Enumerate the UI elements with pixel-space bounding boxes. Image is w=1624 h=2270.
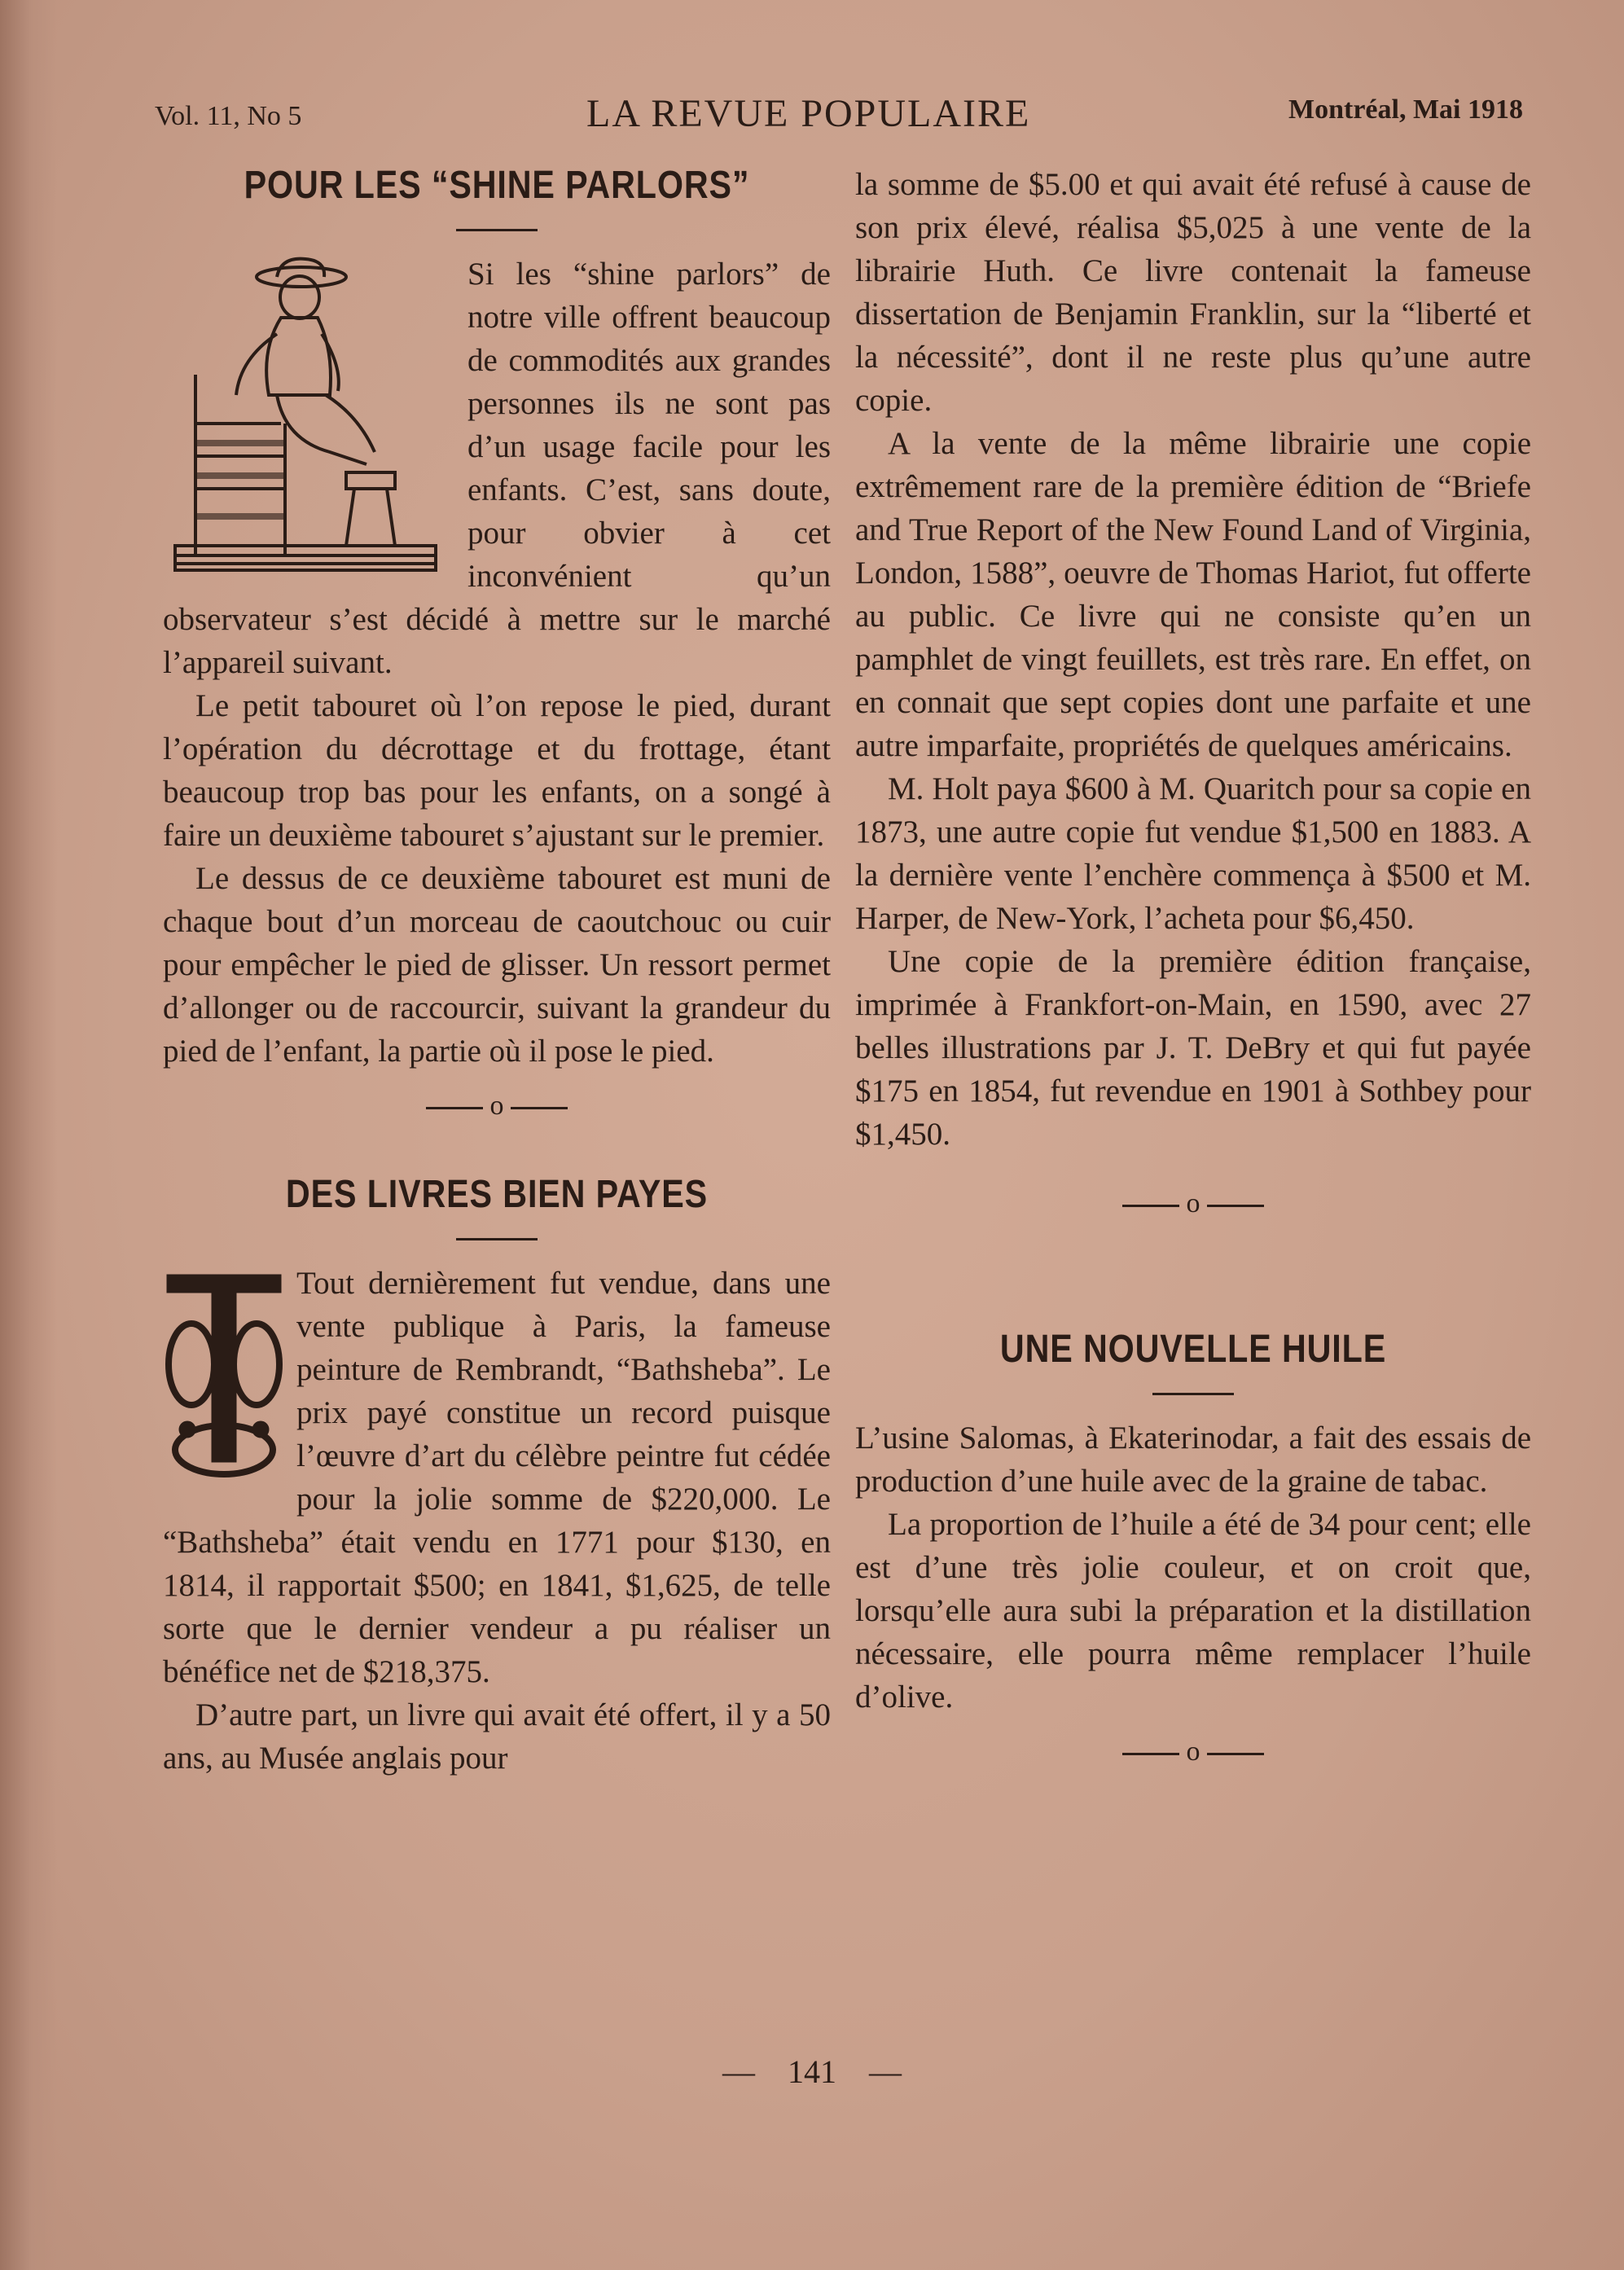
ornate-initial-t <box>163 1267 285 1486</box>
page-number: — 141 — <box>722 2053 902 2090</box>
livres-paragraph-2-start: D’autre part, un livre qui avait été offert, il y a 50 ans, au Musée anglais pour <box>163 1697 831 1776</box>
livres-paragraph-3: A la vente de la même librairie une copie extrêmement rare de la première édition de “Briefe and True Report of the New Found Land of Virginia, London, 1588”, oeuvre de Thomas Hariot, fut offerte au public. Ce livre qui ne consiste qu’en un pamphlet de vingt feuillets, est très rare. En effet, on en connait que sept copies dont une parfaite et une autre imparfaite, propriétés de quelques américains. <box>855 426 1531 763</box>
headline-rule <box>456 1238 538 1240</box>
shine-paragraph-2: Le petit tabouret où l’on repose le pied, durant l’opération du décrottage et du frottage, étant beaucoup trop bas pour les enfants, on a songé à faire un deuxième tabouret s’ajustant sur le premier. <box>163 688 831 853</box>
page-edge-shadow <box>0 0 57 2270</box>
right-column <box>855 163 1531 1785</box>
left-column <box>163 163 831 1780</box>
issue-date: Montréal, Mai 1918 <box>1288 94 1523 125</box>
livres-paragraph-1: Tout dernièrement fut vendue, dans une vente publique à Paris, la fameuse peinture de Rembrandt, “Bathsheba”. Le prix payé constitue un record puisque l’œuvre d’art du célèbre peintre fut cédée pour la jolie somme de $220,000. Le “Bathsheba” était vendu en 1771 pour $130, en 1814, il rapportait $500; en 1841, $1,625, de telle sorte que le dernier vendeur a pu réaliser un bénéfice net de $218,375. <box>163 1266 831 1689</box>
child-on-stool-illustration <box>163 252 456 578</box>
livres-headline: DES LIVRES BIEN PAYES <box>285 1173 709 1216</box>
livres-paragraph-2-continued: la somme de $5.00 et qui avait été refusé à cause de son prix élevé, réalisa $5,025 à une vente de la librairie Huth. Ce livre contenait la fameuse dissertation de Benjamin Franklin, sur la “liberté et la nécessité”, dont il ne reste plus qu’une autre copie. <box>855 167 1531 418</box>
shine-paragraph-1: Si les “shine parlors” de notre ville offrent beaucoup de commodités aux grandes personnes ils ne sont pas d’un usage facile pour les enfants. C’est, sans doute, pour obvier à cet inconvénient qu’un observateur s’est décidé à mettre sur le marché l’appareil suivant. <box>163 257 831 680</box>
volume-number: Vol. 11, No 5 <box>155 101 302 131</box>
huile-headline: UNE NOUVELLE HUILE <box>999 1328 1387 1371</box>
shine-parlors-headline: POUR LES “SHINE PARLORS” <box>244 164 750 207</box>
section-separator: o <box>855 1737 1531 1767</box>
livres-paragraph-4: M. Holt paya $600 à M. Quaritch pour sa copie en 1873, une autre copie fut vendue $1,500 en 1883. A la dernière vente l’enchère commença à $500 et M. Harper, de New-York, l’acheta pour $6,450. <box>855 771 1531 936</box>
shine-paragraph-3: Le dessus de ce deuxième tabouret est muni de chaque bout d’un morceau de caoutchouc ou cuir pour empêcher le pied de glisser. Un ressort permet d’allonger ou de raccourcir, suivant la grandeur du pied de l’enfant, la partie où il pose le pied. <box>163 861 831 1069</box>
huile-paragraph-1: L’usine Salomas, à Ekaterinodar, a fait des essais de production d’une huile avec de la graine de tabac. <box>855 1420 1531 1499</box>
livres-paragraph-5: Une copie de la première édition française, imprimée à Frankfort-on-Main, en 1590, avec 27 belles illustrations par J. T. DeBry et qui fut payée $175 en 1854, fut revendue en 1901 à Sothbey pour $1,450. <box>855 944 1531 1152</box>
section-separator: o <box>855 1188 1531 1219</box>
huile-paragraph-2: La proportion de l’huile a été de 34 pour cent; elle est d’une très jolie couleur, et on croit que, lorsqu’elle aura subi la préparation et la distillation nécessaire, elle pourra même remplacer l’huile d’olive. <box>855 1507 1531 1715</box>
running-head <box>155 88 1523 137</box>
headline-rule <box>1152 1393 1234 1395</box>
magazine-title: LA REVUE POPULAIRE <box>586 92 1031 135</box>
headline-rule <box>456 229 538 231</box>
section-separator: o <box>163 1091 831 1122</box>
